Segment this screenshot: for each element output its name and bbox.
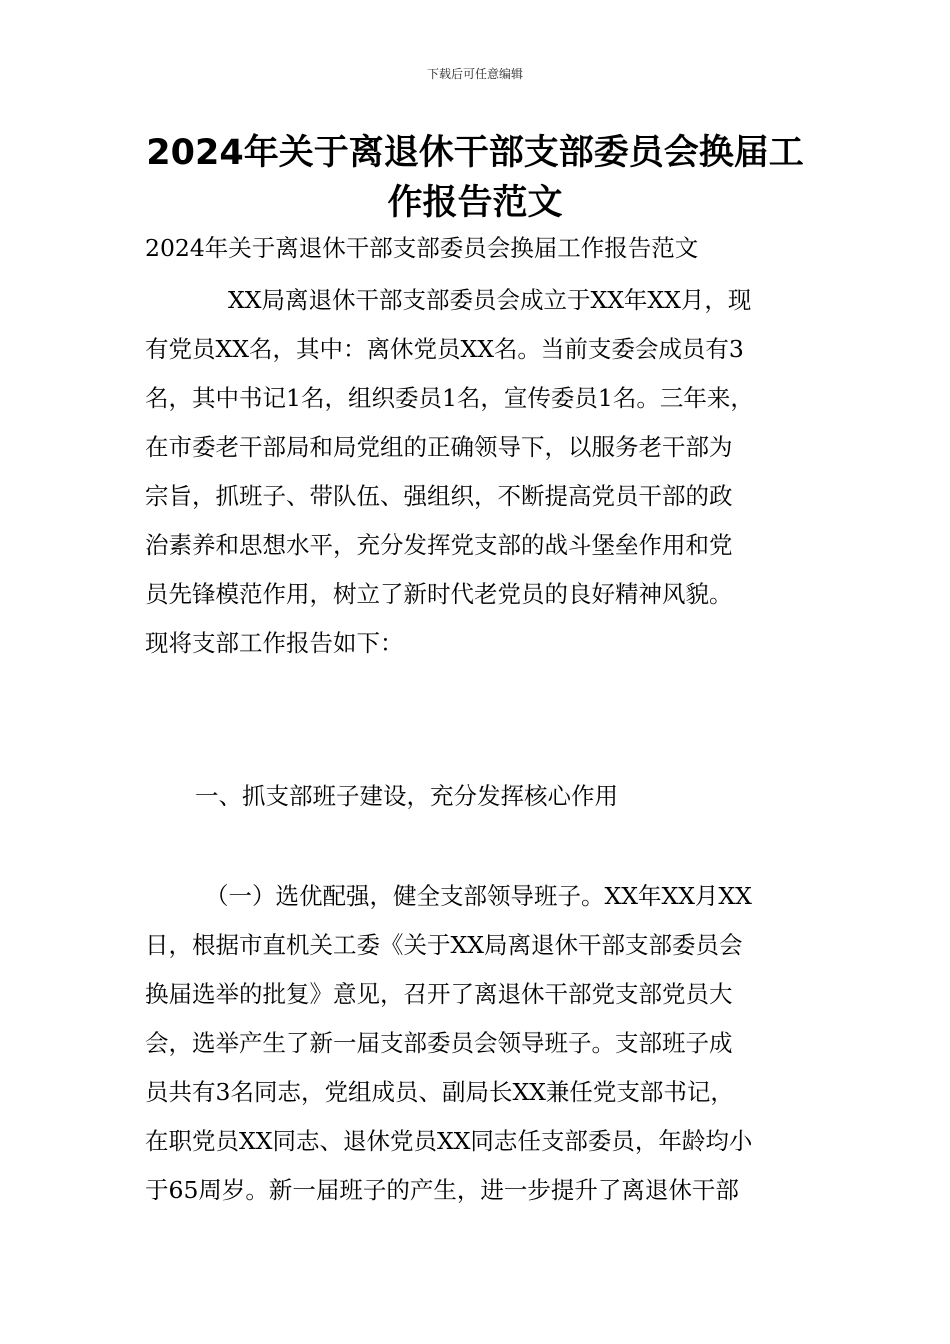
intro-line-5: 宗旨，抓班子、带队伍、强组织，不断提高党员干部的政: [145, 482, 733, 510]
document-subtitle: 2024年关于离退休干部支部委员会换届工作报告范文: [145, 234, 699, 262]
subsection-1-line-3: 换届选举的批复》意见，召开了离退休干部党支部党员大: [145, 980, 733, 1008]
intro-line-7: 员先锋模范作用，树立了新时代老党员的良好精神风貌。: [145, 580, 733, 608]
subsection-1-line-7: 于65周岁。新一届班子的产生，进一步提升了离退休干部: [145, 1176, 739, 1204]
subsection-1-line-1: （一）选优配强，健全支部领导班子。XX年XX月XX: [205, 882, 752, 910]
intro-line-8: 现将支部工作报告如下：: [145, 629, 404, 657]
document-title-line-2: 作报告范文: [387, 183, 563, 223]
subsection-1-line-4: 会，选举产生了新一届支部委员会领导班子。支部班子成: [145, 1029, 733, 1057]
intro-line-1: XX局离退休干部支部委员会成立于XX年XX月，现: [228, 286, 752, 314]
document-title-line-1: 2024年关于离退休干部支部委员会换届工: [146, 133, 804, 173]
subsection-1-line-6: 在职党员XX同志、退休党员XX同志任支部委员，年龄均小: [145, 1127, 753, 1155]
section-1-heading: 一、抓支部班子建设，充分发挥核心作用: [195, 782, 618, 810]
intro-line-2: 有党员XX名，其中：离休党员XX名。当前支委会成员有3: [145, 335, 744, 363]
intro-line-6: 治素养和思想水平，充分发挥党支部的战斗堡垒作用和党: [145, 531, 733, 559]
subsection-1-line-5: 员共有3名同志，党组成员、副局长XX兼任党支部书记，: [145, 1078, 734, 1106]
intro-line-4: 在市委老干部局和局党组的正确领导下，以服务老干部为: [145, 433, 733, 461]
subsection-1-line-2: 日，根据市直机关工委《关于XX局离退休干部支部委员会: [145, 931, 743, 959]
header-note: 下载后可任意编辑: [426, 67, 523, 81]
intro-line-3: 名，其中书记1名，组织委员1名，宣传委员1名。三年来，: [145, 384, 754, 412]
